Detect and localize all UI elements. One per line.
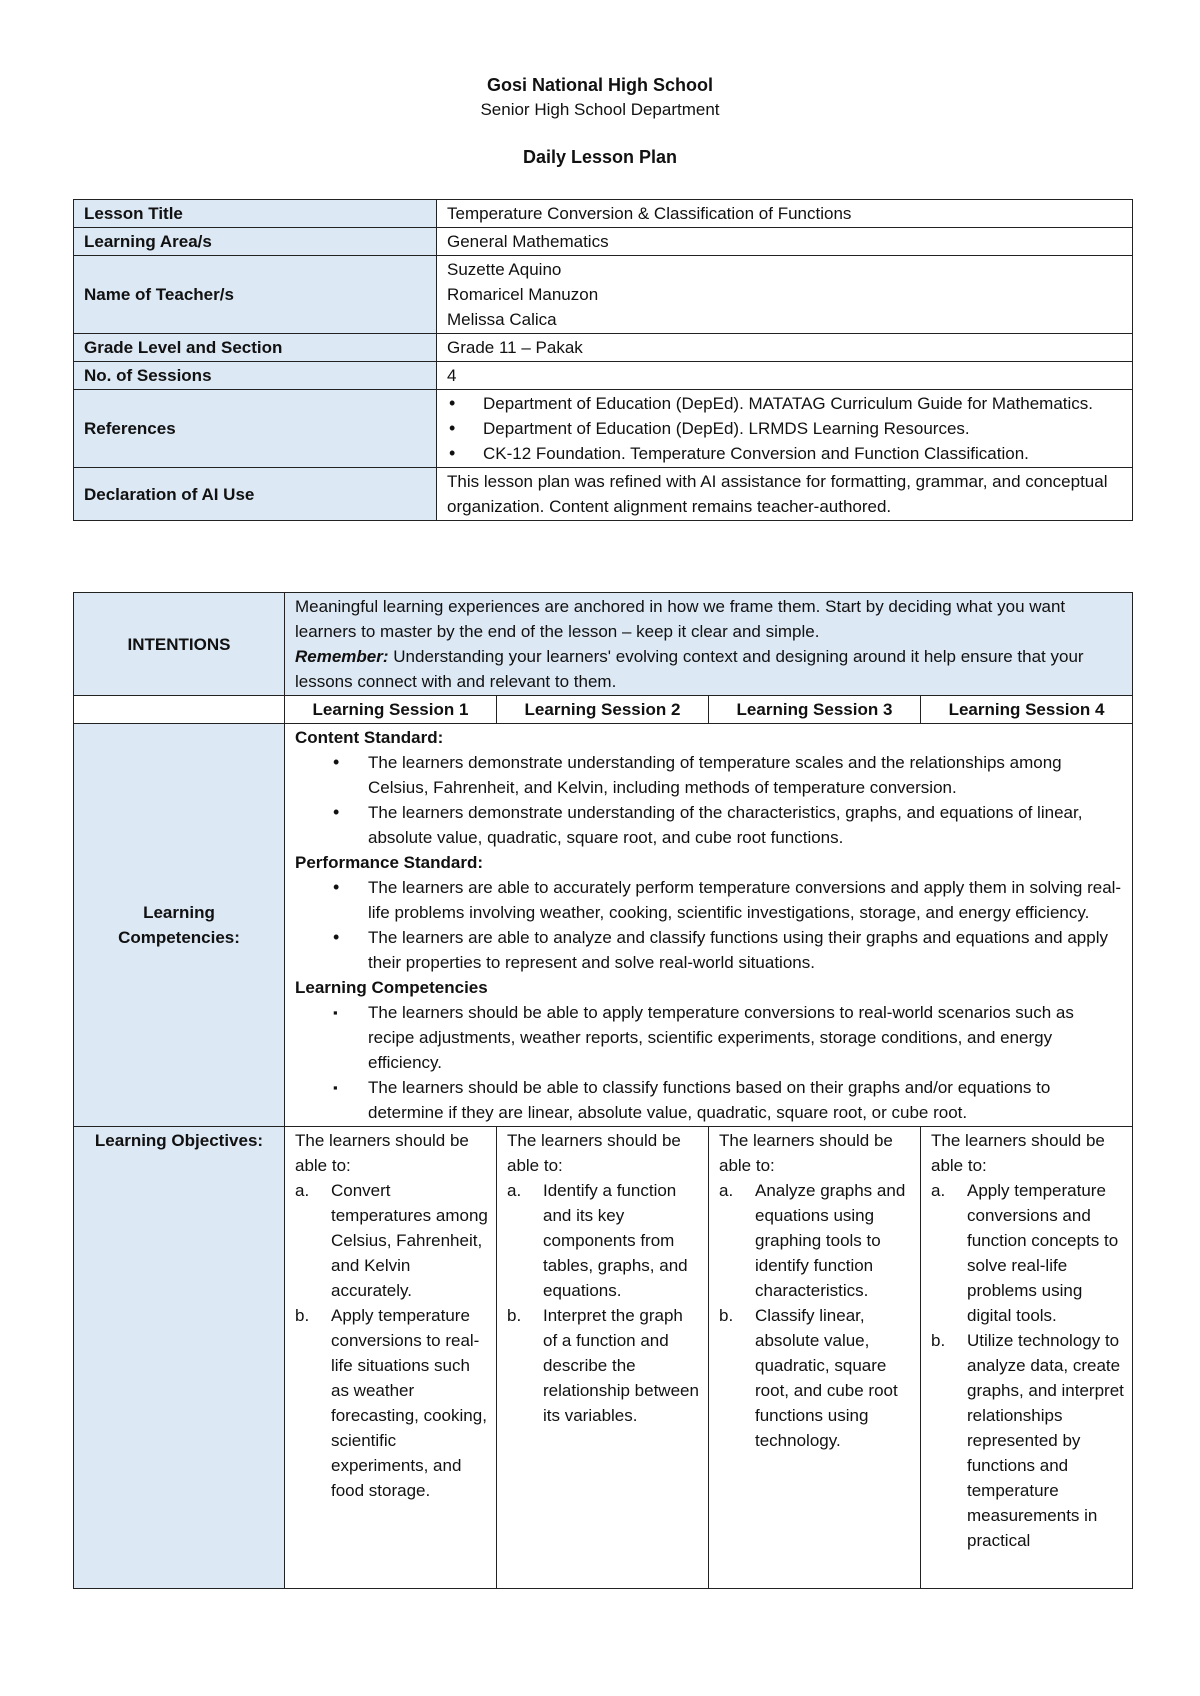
info-label: Lesson Title	[74, 200, 437, 228]
objective-marker: b.	[719, 1306, 734, 1325]
learning-competency-item: ▪ The learners should be able to apply temperature conversions to real-world scenarios such as recipe adjustments, weather reports, scientific experiments, storage conditions, and energy efficiency.	[331, 1000, 1122, 1075]
performance-standard-item: • The learners are able to analyze and classify functions using their graphs and equations and apply their properties to represent and solve real-world situations.	[331, 925, 1122, 975]
performance-standard-heading: Performance Standard:	[295, 853, 483, 872]
session-1-objectives	[285, 1127, 497, 1589]
learning-competency-item: ▪ The learners should be able to classify functions based on their graphs and/or equations to determine if they are linear, absolute value, quadratic, square root, or cube root.	[331, 1075, 1122, 1125]
session-header: Learning Session 2	[497, 696, 709, 724]
info-row-grade	[74, 334, 1133, 362]
lesson-plan-table	[73, 592, 1133, 1589]
objective-marker: a.	[719, 1181, 734, 1200]
intentions-label: INTENTIONS	[74, 593, 285, 696]
objective-text: Apply temperature conversions to real-life situations such as weather forecasting, cooking, scientific experiments, and food storage.	[331, 1306, 487, 1500]
document-title: Daily Lesson Plan	[522, 147, 678, 167]
content-standard-heading: Content Standard:	[295, 728, 444, 747]
objective-text: Utilize technology to analyze data, create graphs, and interpret relationships represented by functions and temperature measurements in practical	[967, 1331, 1124, 1550]
objectives-list	[507, 1178, 700, 1428]
info-label: Declaration of AI Use	[74, 468, 437, 521]
info-label: No. of Sessions	[74, 362, 437, 390]
session-3-objectives	[709, 1127, 921, 1589]
content-standard-item: • The learners demonstrate understanding of temperature scales and the relationships among Celsius, Fahrenheit, and Kelvin, including methods of temperature conversion.	[331, 750, 1122, 800]
lesson-info-table	[73, 199, 1133, 521]
objective-item	[719, 1303, 912, 1453]
session-header: Learning Session 3	[709, 696, 921, 724]
objective-item	[931, 1328, 1124, 1553]
content-standards-list	[295, 750, 1122, 850]
reference-item: • CK-12 Foundation. Temperature Conversion and Function Classification.	[447, 441, 1122, 466]
competencies-row	[74, 724, 1133, 1127]
page-header	[0, 72, 1200, 170]
objective-item	[931, 1178, 1124, 1328]
session-header-blank	[74, 696, 285, 724]
department-name: Senior High School Department	[480, 100, 720, 119]
remember-text: Understanding your learners' evolving context and designing around it help ensure that your lessons connect with and relevant to them.	[295, 647, 1084, 691]
objective-item	[719, 1178, 912, 1303]
lesson-title-value: Temperature Conversion & Classification of Functions	[437, 200, 1133, 228]
performance-standards-list	[295, 875, 1122, 975]
teacher-name: Romaricel Manuzon	[447, 285, 599, 304]
info-row-teachers	[74, 256, 1133, 334]
learning-competencies-list	[295, 1000, 1122, 1125]
objective-item	[507, 1178, 700, 1303]
objective-text: Analyze graphs and equations using graphing tools to identify function characteristics.	[755, 1181, 906, 1300]
objective-text: Interpret the graph of a function and describe the relationship between its variables.	[543, 1306, 699, 1425]
references-value	[437, 390, 1133, 468]
remember-label: Remember:	[295, 647, 389, 666]
info-row-sessions	[74, 362, 1133, 390]
objective-text: Classify linear, absolute value, quadratic, square root, and cube root functions using technology.	[755, 1306, 898, 1450]
objectives-intro: The learners should be able to:	[931, 1131, 1105, 1175]
objective-marker: a.	[295, 1181, 310, 1200]
objective-marker: a.	[507, 1181, 522, 1200]
info-row-references	[74, 390, 1133, 468]
objective-marker: b.	[507, 1306, 522, 1325]
session-header: Learning Session 1	[285, 696, 497, 724]
objectives-row	[74, 1127, 1133, 1589]
objective-marker: b.	[931, 1331, 946, 1350]
objective-text: Identify a function and its key components from tables, graphs, and equations.	[543, 1181, 688, 1300]
info-row-lesson-title	[74, 200, 1133, 228]
info-row-learning-area	[74, 228, 1133, 256]
sessions-value: 4	[437, 362, 1133, 390]
references-list	[447, 391, 1122, 466]
intentions-text	[285, 593, 1133, 696]
info-label: Name of Teacher/s	[74, 256, 437, 334]
objectives-intro: The learners should be able to:	[719, 1131, 893, 1175]
performance-standard-item: • The learners are able to accurately perform temperature conversions and apply them in solving real-life problems involving weather, cooking, scientific investigations, storage, and energy efficiency.	[331, 875, 1122, 925]
session-4-objectives	[921, 1127, 1133, 1589]
info-label: Grade Level and Section	[74, 334, 437, 362]
teachers-value	[437, 256, 1133, 334]
teacher-name: Suzette Aquino	[447, 260, 562, 279]
objective-marker: b.	[295, 1306, 310, 1325]
session-header: Learning Session 4	[921, 696, 1133, 724]
objective-item	[507, 1303, 700, 1428]
teacher-name: Melissa Calica	[447, 310, 557, 329]
learning-competencies-heading: Learning Competencies	[295, 978, 488, 997]
intentions-body: Meaningful learning experiences are anchored in how we frame them. Start by deciding what you want learners to master by the end of the lesson – keep it clear and simple.	[295, 597, 1066, 641]
session-header-row	[74, 696, 1133, 724]
info-row-ai-declaration	[74, 468, 1133, 521]
competencies-label: Learning Competencies:	[74, 724, 285, 1127]
grade-value: Grade 11 – Pakak	[437, 334, 1133, 362]
objective-marker: a.	[931, 1181, 946, 1200]
objective-text: Convert temperatures among Celsius, Fahrenheit, and Kelvin accurately.	[331, 1181, 488, 1300]
objective-item	[295, 1303, 488, 1503]
objective-text: Apply temperature conversions and function concepts to solve real-life problems using digital tools.	[967, 1181, 1119, 1325]
ai-declaration-value: This lesson plan was refined with AI assistance for formatting, grammar, and conceptual organization. Content alignment remains teacher-authored.	[437, 468, 1133, 521]
objectives-intro: The learners should be able to:	[295, 1131, 469, 1175]
info-label: Learning Area/s	[74, 228, 437, 256]
reference-item: • Department of Education (DepEd). MATATAG Curriculum Guide for Mathematics.	[447, 391, 1122, 416]
school-name: Gosi National High School	[486, 75, 713, 95]
intentions-row	[74, 593, 1133, 696]
objective-item	[295, 1178, 488, 1303]
reference-item: • Department of Education (DepEd). LRMDS Learning Resources.	[447, 416, 1122, 441]
objectives-list	[295, 1178, 488, 1503]
objectives-list	[719, 1178, 912, 1453]
objectives-list	[931, 1178, 1124, 1553]
session-2-objectives	[497, 1127, 709, 1589]
learning-area-value: General Mathematics	[437, 228, 1133, 256]
info-label: References	[74, 390, 437, 468]
objectives-label: Learning Objectives:	[74, 1127, 285, 1589]
objectives-intro: The learners should be able to:	[507, 1131, 681, 1175]
content-standard-item: • The learners demonstrate understanding of the characteristics, graphs, and equations of linear, absolute value, quadratic, square root, and cube root functions.	[331, 800, 1122, 850]
competencies-content	[285, 724, 1133, 1127]
